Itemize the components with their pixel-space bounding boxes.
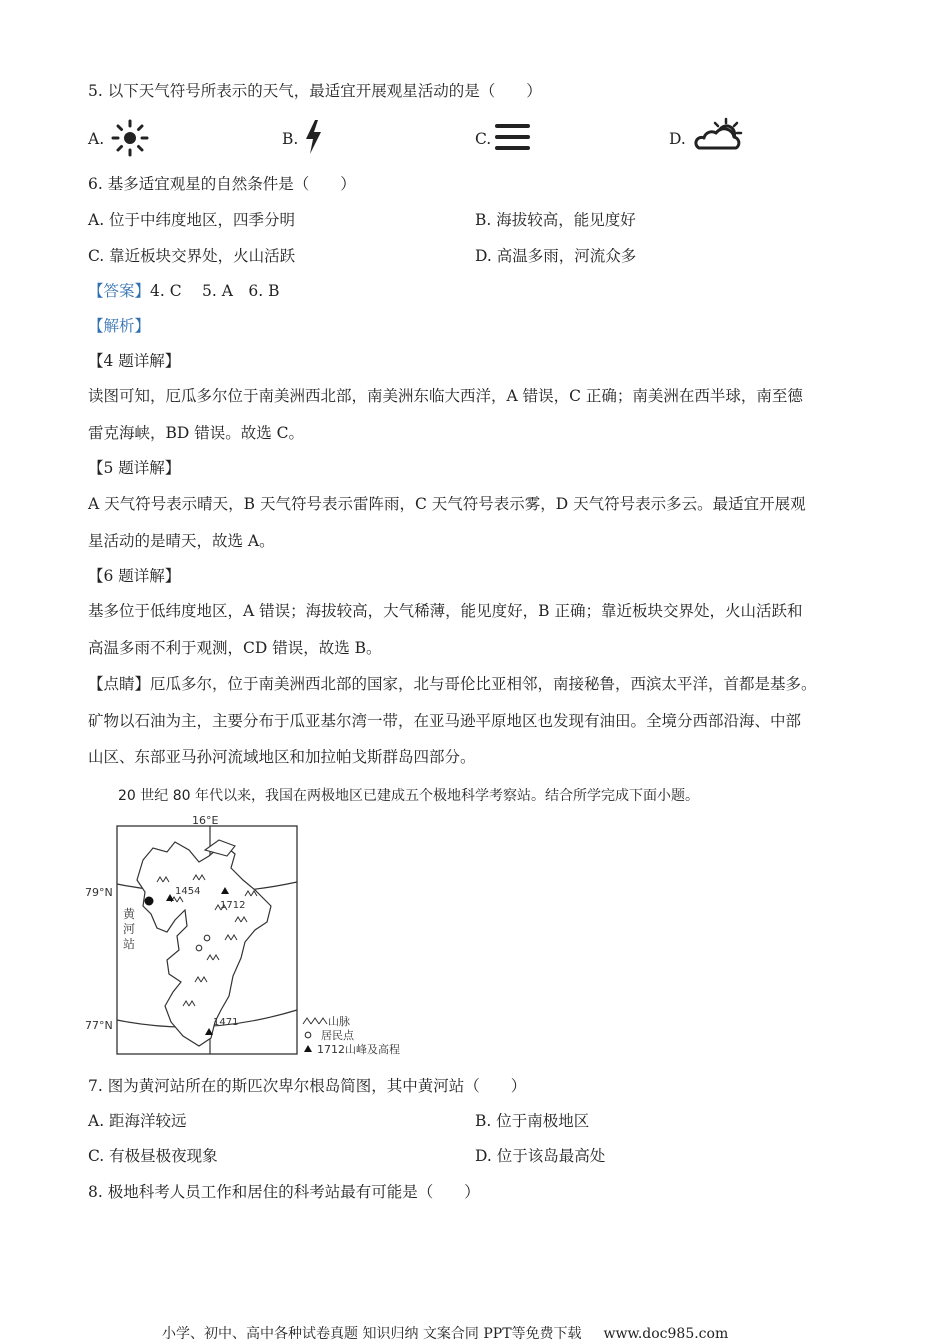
map-legend [303,1015,400,1056]
page-footer [162,1323,728,1343]
q7-option-a: A. 距海洋较远 [88,1112,187,1130]
detail5-line-2: 星活动的是晴天，故选 A。 [88,532,275,550]
answer-line [88,280,280,302]
q5-stem: 5. 以下天气符号所表示的天气，最适宜开展观星活动的是（ ） [88,82,542,100]
q6-option-b: B. 海拔较高，能见度好 [475,211,636,229]
legend-settlement-symbol [305,1032,311,1038]
detail4-tag: 【4 题详解】 [88,352,181,370]
note-text-1: 厄瓜多尔，位于南美洲西北部的国家，北与哥伦比亚相邻，南接秘鲁，西滨太平洋，首都是基多。 [150,675,817,693]
q7-stem: 7. 图为黄河站所在的斯匹次卑尔根岛简图，其中黄河站（ ） [88,1077,527,1095]
settlement-marker-1 [204,935,210,941]
svalbard-map [85,810,415,1060]
legend-peak-symbol [304,1045,312,1052]
cloudy-icon [693,117,745,153]
lat-bottom-label: 77°N [85,1019,113,1032]
q6-option-d: D. 高温多雨，河流众多 [475,247,637,265]
note-line-3: 山区、东部亚马孙河流域地区和加拉帕戈斯群岛四部分。 [88,748,476,766]
peak-1471-label: 1471 [213,1017,239,1028]
detail4-line-1: 读图可知，厄瓜多尔位于南美洲西北部，南美洲东临大西洋，A 错误，C 正确；南美洲在西半球，南至德 [88,387,803,405]
huanghe-station-marker [145,897,154,906]
detail4-line-2: 雷克海峡，BD 错误。故选 C。 [88,424,305,442]
q6-option-a: A. 位于中纬度地区，四季分明 [88,211,296,229]
huanghe-station-label: 黄 河 站 [123,907,136,951]
q8-stem: 8. 极地科考人员工作和居住的科考站最有可能是（ ） [88,1183,480,1201]
q5-option-a-label: A. [88,130,105,148]
note-tag: 【点睛】 [88,675,151,693]
sun-icon [110,119,150,157]
detail5-line-1: A 天气符号表示晴天，B 天气符号表示雷阵雨，C 天气符号表示雾，D 天气符号表示多云。最适宜开展观 [88,495,806,513]
q7-option-c: C. 有极昼极夜现象 [88,1147,218,1165]
detail6-line-1: 基多位于低纬度地区，A 错误；海拔较高，大气稀薄，能见度好，B 正确；靠近板块交界处，火山活跃和 [88,602,803,620]
settlement-marker-2 [196,945,202,951]
note-line-1 [88,673,817,695]
legend-settlement-label: 居民点 [321,1029,354,1042]
peak-1712-label: 1712 [220,900,246,911]
detail6-line-2: 高温多雨不利于观测，CD 错误，故选 B。 [88,639,382,657]
answer-tag: 【答案】 [88,282,151,300]
q5-option-b-label: B. [282,130,299,148]
q5-option-c-label: C. [475,130,492,148]
legend-mountain-label: 山脉 [328,1015,350,1028]
q6-option-c: C. 靠近板块交界处，火山活跃 [88,247,296,265]
island-outline [137,842,271,1046]
note-line-2: 矿物以石油为主，主要分布于瓜亚基尔湾一带，在亚马逊平原地区也发现有油田。全境分西部沿海、中部 [88,712,802,730]
answer-text: 4. C 5. A 6. B [150,282,280,300]
q6-stem: 6. 基多适宜观星的自然条件是（ ） [88,175,356,193]
footer-text: 小学、初中、高中各种试卷真题 知识归纳 文案合同 PPT等免费下载 [162,1326,582,1342]
detail6-tag: 【6 题详解】 [88,567,181,585]
fog-icon [494,122,532,154]
q5-option-d-label: D. [669,130,686,148]
lat-top-label: 79°N [85,886,113,899]
map-intro: 20 世纪 80 年代以来，我国在两极地区已建成五个极地科学考察站。结合所学完成下面小题。 [118,788,699,804]
peak-1454-label: 1454 [175,886,201,897]
q7-option-d: D. 位于该岛最高处 [475,1147,606,1165]
analysis-tag: 【解析】 [88,317,151,335]
legend-mountain-symbol [303,1018,327,1024]
legend-peak-label: 1712山峰及高程 [317,1043,400,1056]
lon-label: 16°E [192,814,219,827]
lightning-icon [302,118,326,156]
detail5-tag: 【5 题详解】 [88,459,181,477]
footer-url[interactable]: www.doc985.com [603,1326,729,1342]
q7-option-b: B. 位于南极地区 [475,1112,590,1130]
